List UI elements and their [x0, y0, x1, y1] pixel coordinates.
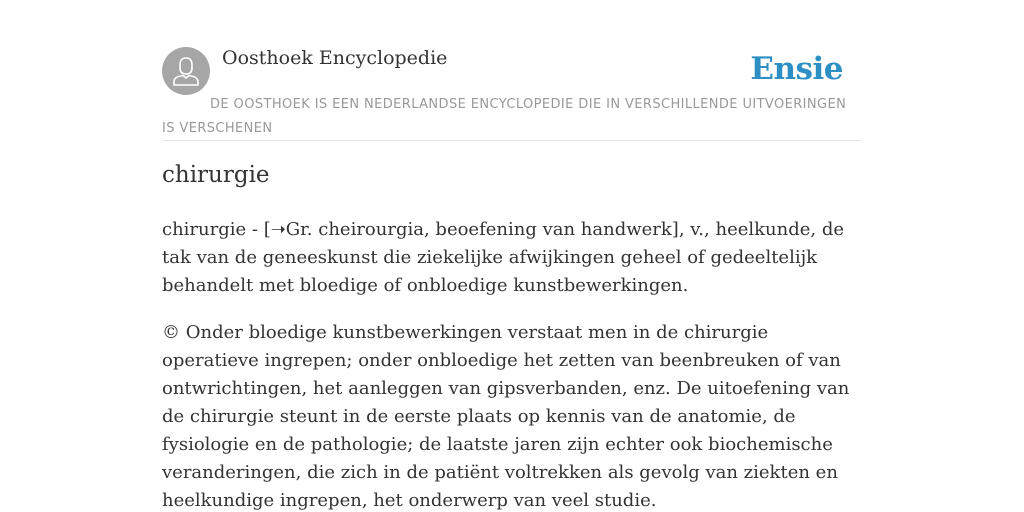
article-paragraph: © Onder bloedige kunstbewerkingen verstaat men in de chirurgie operatieve ingrepen; onder onbloedige het zetten van beenbreuken of van ontwrichtingen, het aanleggen van gipsverbanden, enz. De uitoefening van de chirurgie steunt in de eerste plaats op kennis van de anatomie, de fysiologie en de pathologie; de laatste jaren zijn echter ook biochemische veranderingen, die zich in de patiënt voltrekken als gevolg van ziekten en heelkundige ingrepen, het onderwerp van veel studie.: [162, 322, 850, 511]
header: [162, 40, 862, 141]
site-name[interactable]: Oosthoek Encyclopedie: [222, 47, 448, 69]
brand-logo[interactable]: Ensie: [750, 51, 843, 87]
article-title: chirurgie: [162, 162, 270, 188]
avatar[interactable]: [162, 47, 210, 95]
article-body: [162, 216, 862, 512]
site-tagline: DE OOSTHOEK IS EEN NEDERLANDSE ENCYCLOPEDIE DIE IN VERSCHILLENDE UITVOERINGEN IS VERSCHENEN: [162, 97, 847, 136]
article-paragraph: chirurgie - [➝Gr. cheirourgia, beoefening van handwerk], v., heelkunde, de tak van de geneeskunst die ziekelijke afwijkingen geheel of gedeeltelijk behandelt met bloedige of onbloedige kunstbewerkingen.: [162, 219, 845, 296]
user-icon: [162, 47, 210, 95]
